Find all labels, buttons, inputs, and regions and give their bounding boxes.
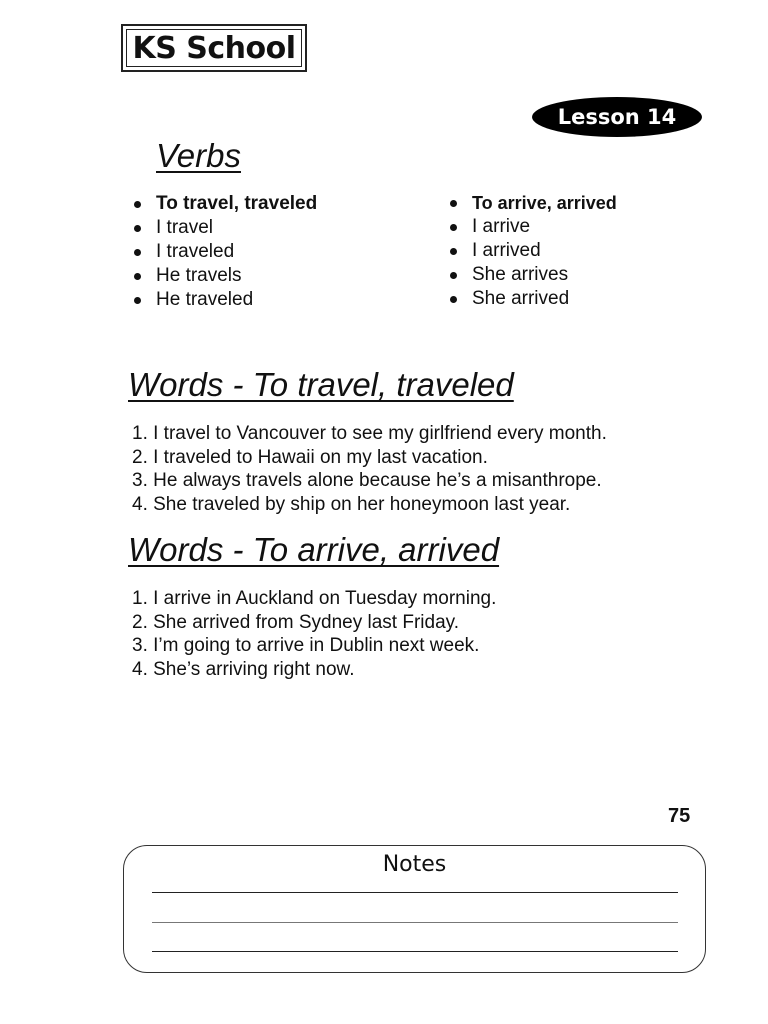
verb-list-item: I traveled (134, 240, 317, 264)
example-sentence: 4. She’s arriving right now. (132, 658, 355, 680)
example-list-travel (132, 422, 607, 516)
section-heading-arrive: Words - To arrive, arrived (128, 531, 500, 568)
verb-list-item: He traveled (134, 288, 317, 312)
section-heading-travel: Words - To travel, traveled (128, 366, 514, 403)
verb-list-travel (134, 192, 317, 312)
notes-writing-line (152, 951, 678, 952)
verb-list-item: To arrive, arrived (450, 191, 617, 215)
notes-writing-line (152, 892, 678, 893)
example-sentence: 3. He always travels alone because he’s a misanthrope. (132, 470, 602, 491)
example-sentence: 1. I travel to Vancouver to see my girlfriend every month. (132, 423, 607, 444)
verb-list-item: She arrives (450, 263, 617, 287)
school-name: KS School (126, 29, 302, 67)
example-sentence: 4. She traveled by ship on her honeymoon last year. (132, 493, 571, 515)
example-list-arrive (132, 587, 496, 681)
lesson-badge: Lesson 14 (532, 97, 702, 137)
example-sentence: 2. She arrived from Sydney last Friday. (132, 611, 459, 633)
notes-writing-line (152, 922, 678, 923)
notes-box (123, 845, 706, 973)
verb-list-item: I arrived (450, 239, 617, 263)
verb-list-item: I travel (134, 216, 317, 240)
example-sentence: 1. I arrive in Auckland on Tuesday morning. (132, 588, 497, 609)
verbs-heading: Verbs (156, 137, 241, 174)
verb-list-item: To travel, traveled (134, 192, 317, 216)
page-number: 75 (668, 805, 691, 827)
verb-list-item: She arrived (450, 287, 617, 311)
example-sentence: 3. I’m going to arrive in Dublin next week. (132, 635, 480, 656)
school-name-box (121, 24, 307, 72)
example-sentence: 2. I traveled to Hawaii on my last vacation. (132, 446, 488, 468)
notes-label: Notes (382, 852, 447, 877)
verb-list-arrive (450, 191, 617, 311)
verb-list-item: I arrive (450, 215, 617, 239)
verb-list-item: He travels (134, 264, 317, 288)
